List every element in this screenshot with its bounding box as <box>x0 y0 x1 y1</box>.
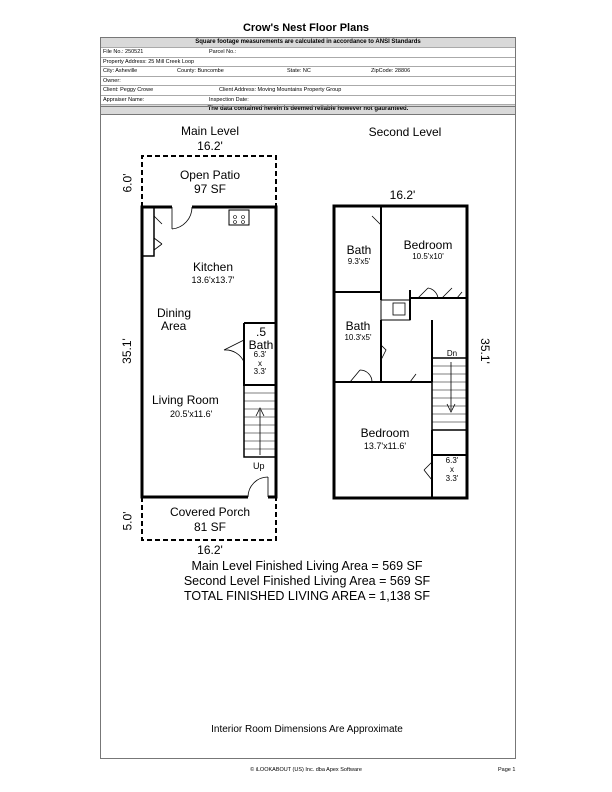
dining-label-2: Area <box>161 319 187 333</box>
patio-door-swing <box>172 207 192 229</box>
main-level-area: Main Level Finished Living Area = 569 SF <box>191 559 423 573</box>
up-label: Up <box>253 461 265 471</box>
disclaimer: The data contained herein is deemed reliable however not gauranteed. <box>101 104 515 114</box>
closet1-door <box>442 288 462 298</box>
city: City: Asheville <box>103 68 138 74</box>
standards-notice: Square footage measurements are calculated in accordance to ANSI Standards <box>101 38 515 47</box>
bedroom1-door-swing <box>418 288 438 298</box>
living-room-label: Living Room <box>152 393 219 407</box>
kitchen-dim: 13.6'x13.7' <box>191 275 235 285</box>
second-stairs <box>432 358 467 430</box>
bath2-door-swing <box>350 370 372 382</box>
bedroom2-dim: 13.7'x11.6' <box>363 441 407 451</box>
bedroom1-label: Bedroom <box>403 238 453 252</box>
bedroom2-door-swing <box>408 374 416 394</box>
second-level-title: Second Level <box>368 125 442 139</box>
client: Client: Peggy Crowe <box>103 87 154 93</box>
covered-porch-sf: 81 SF <box>193 520 226 534</box>
inspection-date: Inspection Date: <box>209 96 249 103</box>
bath2-label: Bath <box>345 319 371 333</box>
dn-label: Dn <box>446 349 458 358</box>
up-arrow <box>256 408 264 455</box>
bedroom1-dim: 10.5'x10' <box>412 252 444 261</box>
zipcode: ZipCode: 28806 <box>371 68 411 74</box>
bath1-label: Bath <box>346 243 372 257</box>
interior-note: Interior Room Dimensions Are Approximate <box>211 724 403 735</box>
bedroom2-label: Bedroom <box>360 426 410 440</box>
half-bath-label: Bath <box>248 338 274 352</box>
second-side-dim: 35.1' <box>477 338 492 364</box>
bath2-dim: 10.3'x5' <box>344 333 372 342</box>
appraiser: Appraiser Name: <box>103 96 145 103</box>
kitchen-label: Kitchen <box>192 260 234 274</box>
open-patio-sf: 97 SF <box>193 182 226 196</box>
property-address: Property Address: 25 Mill Creek Loop <box>103 58 195 65</box>
closet2-width: 6.3' <box>445 456 459 465</box>
copyright-footer: © iLOOKABOUT (US) Inc. dba Apex Software <box>250 767 362 773</box>
covered-porch-label: Covered Porch <box>169 505 251 519</box>
county: County: Buncombe <box>177 68 224 74</box>
pantry-wall <box>142 207 154 256</box>
half-bath-width: 6.3' <box>253 350 267 359</box>
bath1-dim: 9.3'x5' <box>347 257 371 266</box>
half-bath-door-swing <box>224 340 244 362</box>
page-number: Page 1 <box>498 767 516 773</box>
state: State: NC <box>287 68 311 74</box>
closet2-height: 3.3' <box>445 474 459 483</box>
main-level-title: Main Level <box>180 124 240 138</box>
client-address: Client Address: Moving Mountains Property Group <box>219 87 342 93</box>
closet2-door <box>424 462 432 480</box>
page-title: Crow's Nest Floor Plans <box>242 22 370 34</box>
owner: Owner: <box>103 77 121 84</box>
porch-dim: 5.0' <box>120 511 135 531</box>
parcel-no: Parcel No.: <box>209 49 237 55</box>
front-door-swing <box>248 477 268 497</box>
patio-dim: 6.0' <box>120 173 135 193</box>
main-bottom-dim: 16.2' <box>197 543 223 557</box>
bath1-door <box>372 216 381 225</box>
closet2-x: x <box>450 465 454 474</box>
living-room-dim: 20.5'x11.6' <box>170 409 213 419</box>
half-bath-height: 3.3' <box>253 367 267 376</box>
second-top-dim: 16.2' <box>389 188 416 202</box>
total-area: TOTAL FINISHED LIVING AREA = 1,138 SF <box>183 589 431 603</box>
dining-label: Dining <box>157 306 192 320</box>
main-top-dim: 16.2' <box>197 139 223 153</box>
main-side-dim: 35.1' <box>119 338 134 364</box>
open-patio-label: Open Patio <box>179 168 241 182</box>
second-level-area: Second Level Finished Living Area = 569 SF <box>183 574 431 588</box>
half-bath-x: x <box>258 359 262 368</box>
stove <box>229 210 249 225</box>
file-no: File No.: 250521 <box>103 49 144 55</box>
half-bath-half: .5 <box>255 325 266 339</box>
dn-arrow <box>447 362 455 412</box>
